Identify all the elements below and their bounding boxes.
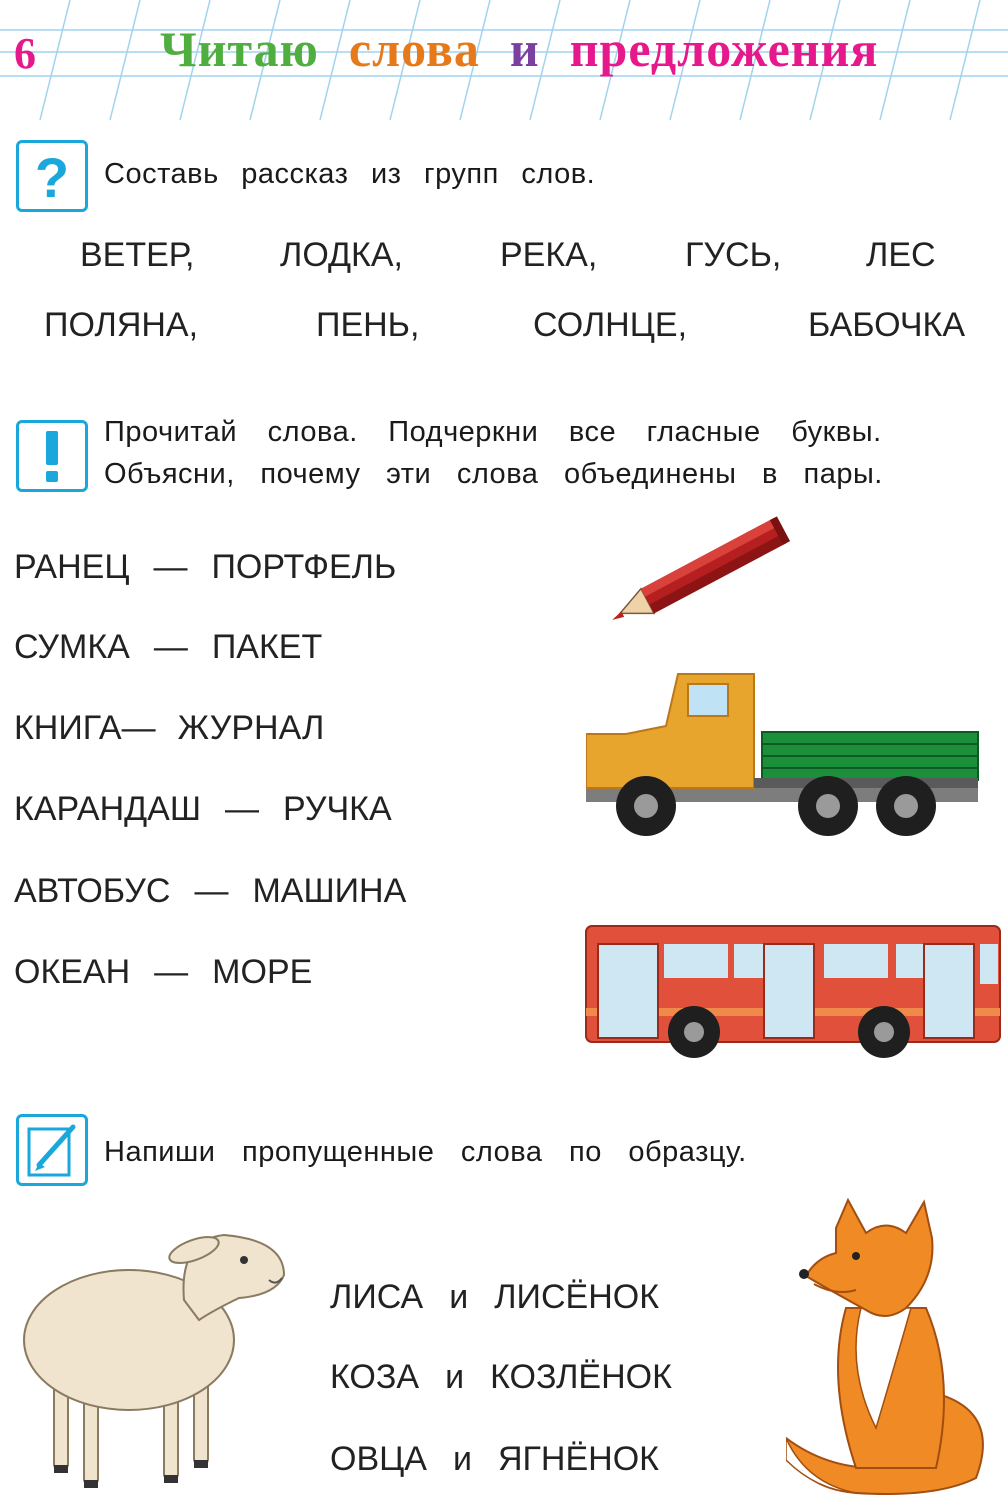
task2-instruction-line2: Объясни, почему эти слова объединены в пары. [104,458,883,490]
adult-animal: КОЗА [330,1358,420,1396]
word-group-1-2: ЛОДКА, [280,236,403,274]
pair-dash: — [154,953,189,991]
word-group-2-2: ПЕНЬ, [316,306,420,344]
title-word-2: слова [348,21,480,77]
title-word-4: предложения [569,21,879,77]
word-group-2-1: ПОЛЯНА, [44,306,199,344]
animal-row-2 [330,1358,672,1397]
conjunction: и [449,1278,469,1316]
pair-left: ОКЕАН [14,953,131,991]
word-pair-5 [14,872,406,911]
word-pair-4 [14,790,392,829]
page-number: 6 [14,29,36,78]
adult-animal: ЛИСА [330,1278,424,1316]
pair-right: МОРЕ [212,953,313,991]
word-pair-6 [14,953,312,992]
pair-right: МАШИНА [252,872,407,910]
pair-right: РУЧКА [282,790,392,828]
animal-row-3 [330,1440,659,1479]
pair-left: РАНЕЦ [14,548,130,586]
task1-instruction: Составь рассказ из групп слов. [104,158,596,190]
word-group-2-3: СОЛНЦЕ, [533,306,688,344]
word-group-1-1: ВЕТЕР, [80,236,195,274]
page-title [160,20,908,78]
task2-instruction-line1: Прочитай слова. Подчеркни все гласные буквы. [104,416,882,448]
task3-instruction: Напиши пропущенные слова по образцу. [104,1136,747,1168]
title-word-1: Читаю [160,21,319,77]
pair-left: КАРАНДАШ [14,790,201,828]
pair-dash: — [224,790,259,828]
word-group-1-3: РЕКА, [500,236,598,274]
pencil-illustration [592,515,802,640]
lamb-illustration [14,1210,294,1500]
bus-illustration [584,922,1004,1062]
young-animal: КОЗЛЁНОК [490,1358,672,1396]
pair-left: КНИГА— [14,709,156,747]
word-group-2-4: БАБОЧКА [808,306,966,344]
pair-right: ПАКЕТ [211,628,323,666]
pair-right: ЖУРНАЛ [177,709,325,747]
word-pair-2 [14,628,322,667]
pair-dash: — [153,548,188,586]
word-group-1-4: ГУСЬ, [685,236,782,274]
word-group-1-5: ЛЕС [866,236,936,274]
young-animal: ЯГНЁНОК [497,1440,659,1478]
pencil-notebook-icon [16,1114,88,1186]
adult-animal: ОВЦА [330,1440,427,1478]
exclamation-mark-icon [16,420,88,492]
pair-left: АВТОБУС [14,872,171,910]
pair-dash: — [153,628,188,666]
title-word-3: и [509,21,540,77]
fox-illustration [786,1198,996,1498]
truck-illustration [586,670,982,845]
pair-right: ПОРТФЕЛЬ [211,548,397,586]
conjunction: и [445,1358,465,1396]
pair-dash: — [194,872,229,910]
word-pair-3 [14,709,324,748]
young-animal: ЛИСЁНОК [494,1278,660,1316]
conjunction: и [452,1440,472,1478]
svg-text:?: ? [34,146,70,209]
animal-row-1 [330,1278,659,1317]
pair-left: СУМКА [14,628,130,666]
word-pair-1 [14,548,396,587]
question-mark-icon [16,140,88,212]
